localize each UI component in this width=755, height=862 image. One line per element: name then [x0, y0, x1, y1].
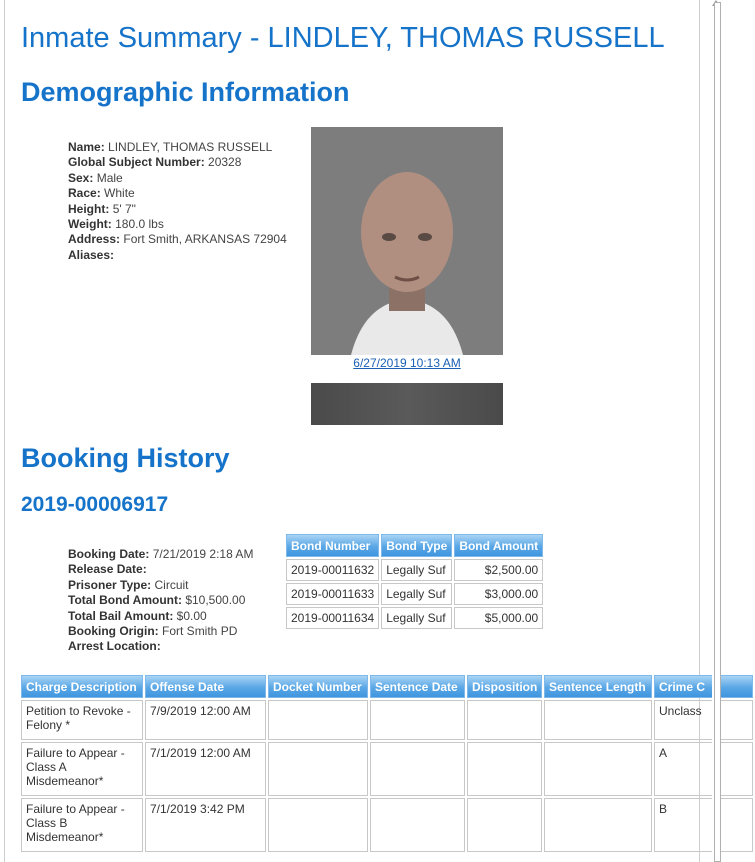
field-total-bail-amount: Total Bail Amount: $0.00 [68, 608, 207, 623]
booking-number: 2019-00006917 [21, 493, 169, 516]
crime-class-cell: A [654, 742, 753, 796]
sentence-length-cell [544, 742, 652, 796]
charges-col-offense-date[interactable]: Offense Date [145, 675, 266, 698]
field-aliases: Aliases: [68, 247, 115, 262]
field-height: Height: 5' 7" [68, 201, 136, 216]
offense-date-cell: 7/1/2019 12:00 AM [145, 742, 266, 796]
field-arrest-location: Arrest Location: [68, 639, 161, 654]
disposition-cell [467, 700, 542, 740]
charge-description-cell: Failure to Appear - Class A Misdemeanor* [21, 742, 143, 796]
table-row [21, 798, 753, 852]
docket-number-cell [268, 798, 368, 852]
secondary-photo [311, 383, 503, 425]
charges-col-crime-class[interactable]: Crime C [654, 675, 753, 698]
bond-amount-cell: $2,500.00 [454, 559, 543, 581]
mugshot-photo [311, 127, 503, 355]
field-booking-date: Booking Date: 7/21/2019 2:18 AM [68, 547, 254, 561]
charges-col-sentence-length[interactable]: Sentence Length [544, 675, 652, 698]
field-prisoner-type: Prisoner Type: Circuit [68, 577, 189, 592]
bond-number-cell: 2019-00011633 [286, 583, 379, 605]
table-row [286, 559, 543, 581]
disposition-cell [467, 798, 542, 852]
offense-date-cell: 7/1/2019 3:42 PM [145, 798, 266, 852]
bond-col-amount[interactable]: Bond Amount [454, 534, 543, 557]
field-release-date: Release Date: [68, 562, 147, 577]
crime-class-cell: Unclass [654, 700, 753, 740]
page-frame [4, 0, 706, 862]
person-photo-icon [311, 127, 503, 355]
bond-col-number[interactable]: Bond Number [286, 534, 379, 557]
disposition-cell [467, 742, 542, 796]
field-weight: Weight: 180.0 lbs [68, 217, 164, 232]
demographic-heading: Demographic Information [21, 77, 350, 107]
scrollbar-thumb[interactable] [714, 2, 721, 862]
charges-col-sentence-date[interactable]: Sentence Date [370, 675, 465, 698]
table-row [21, 700, 753, 740]
sentence-length-cell [544, 798, 652, 852]
bond-amount-cell: $5,000.00 [454, 607, 543, 629]
bond-number-cell: 2019-00011634 [286, 607, 379, 629]
table-row [286, 607, 543, 629]
sentence-date-cell [370, 798, 465, 852]
charges-table [19, 673, 755, 854]
charges-col-disposition[interactable]: Disposition [467, 675, 542, 698]
booking-info [68, 547, 253, 655]
field-address: Address: Fort Smith, ARKANSAS 72904 [68, 232, 287, 247]
table-row [286, 583, 543, 605]
bond-number-cell: 2019-00011632 [286, 559, 379, 581]
field-global-subject-number: Global Subject Number: 20328 [68, 155, 242, 170]
field-total-bond-amount: Total Bond Amount: $10,500.00 [68, 593, 246, 608]
field-booking-origin: Booking Origin: Fort Smith PD [68, 624, 238, 639]
booking-history-heading: Booking History [21, 443, 230, 473]
docket-number-cell [268, 742, 368, 796]
demographic-info [68, 140, 287, 263]
field-race: Race: White [68, 186, 135, 201]
sentence-date-cell [370, 700, 465, 740]
sentence-date-cell [370, 742, 465, 796]
field-sex: Sex: Male [68, 170, 123, 185]
sentence-length-cell [544, 700, 652, 740]
charge-description-cell: Failure to Appear - Class B Misdemeanor* [21, 798, 143, 852]
charges-col-description[interactable]: Charge Description [21, 675, 143, 698]
table-row [21, 742, 753, 796]
bond-amount-cell: $3,000.00 [454, 583, 543, 605]
charges-col-docket-number[interactable]: Docket Number [268, 675, 368, 698]
field-name: Name: LINDLEY, THOMAS RUSSELL [68, 140, 273, 154]
bond-type-cell: Legally Suf [381, 607, 452, 629]
bond-col-type[interactable]: Bond Type [381, 534, 452, 557]
vertical-scrollbar[interactable] [712, 0, 720, 862]
charge-description-cell: Petition to Revoke - Felony * [21, 700, 143, 740]
bond-type-cell: Legally Suf [381, 559, 452, 581]
offense-date-cell: 7/9/2019 12:00 AM [145, 700, 266, 740]
crime-class-cell: B [654, 798, 753, 852]
bond-table [284, 532, 545, 631]
bond-type-cell: Legally Suf [381, 583, 452, 605]
docket-number-cell [268, 700, 368, 740]
page-title: Inmate Summary - LINDLEY, THOMAS RUSSELL [21, 22, 665, 54]
photo-date-link[interactable]: 6/27/2019 10:13 AM [353, 356, 461, 370]
